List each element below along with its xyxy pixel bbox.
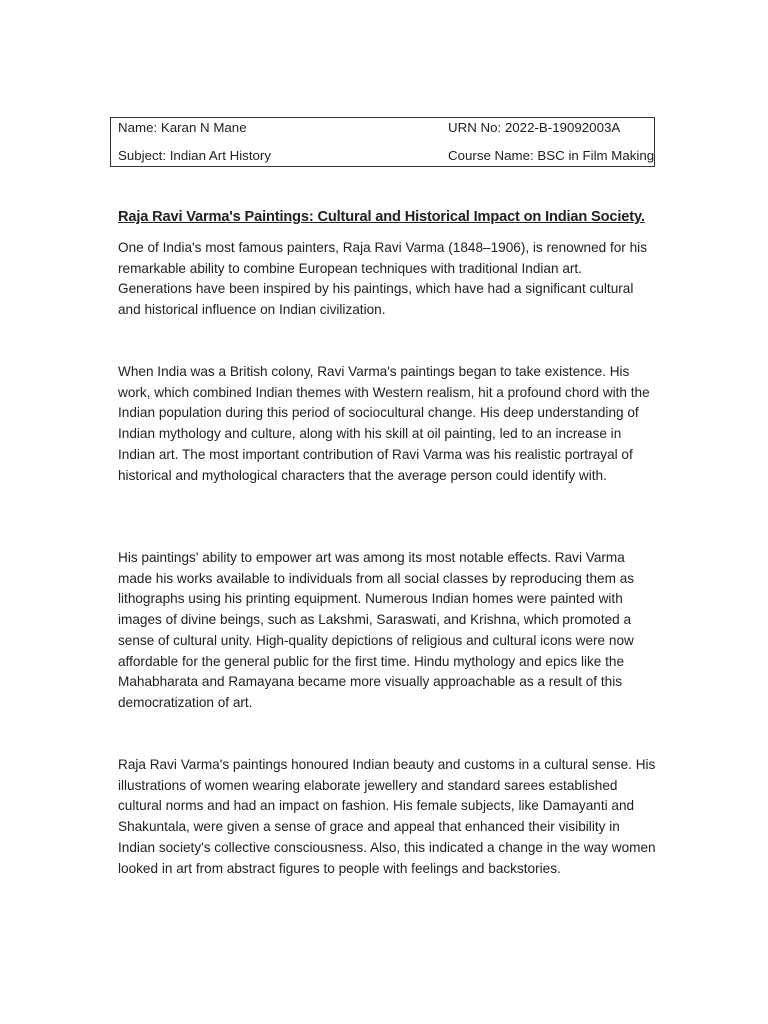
paragraph-cultural-beauty: Raja Ravi Varma's paintings honoured Indian beauty and customs in a cultural sense. His illustrations of women wearing elaborate jewellery and standard sarees established cultural norms and had an impact on fashion. His female subjects, like Damayanti and Shakuntala, were given a sense of grace and appeal that enhanced their visibility in Indian society's collective consciousness. Also, this indicated a change in the way women looked in art from abstract figures to people with feelings and backstories. <box>118 757 656 876</box>
document-title: Raja Ravi Varma's Paintings: Cultural and Historical Impact on Indian Society. <box>118 209 645 225</box>
course-name: Course Name: BSC in Film Making <box>448 148 655 163</box>
subject-label: Subject: Indian Art History <box>118 148 271 163</box>
student-name: Name: Karan N Mane <box>118 120 247 135</box>
urn-number: URN No: 2022-B-19092003A <box>448 120 621 135</box>
paragraph-lithographs: His paintings' ability to empower art was among its most notable effects. Ravi Varma made his works available to individuals from all social classes by reproducing them as lithographs using his printing equipment. Numerous Indian homes were painted with images of divine beings, such as Lakshmi, Saraswati, and Krishna, which promoted a sense of cultural unity. High-quality depictions of religious and cultural icons were now affordable for the general public for the first time. Hindu mythology and epics like the Mahabharata and Ramayana became more visually approachable as a result of this democratization of art. <box>118 550 635 710</box>
paragraph-colonial-context: When India was a British colony, Ravi Varma's paintings began to take existence. His work, which combined Indian themes with Western realism, hit a profound chord with the Indian population during this period of sociocultural change. His deep understanding of Indian mythology and culture, along with his skill at oil painting, led to an increase in Indian art. The most important contribution of Ravi Varma was his realistic portrayal of historical and mythological characters that the average person could identify with. <box>118 364 650 483</box>
student-info-box <box>110 117 655 167</box>
paragraph-intro: One of India's most famous painters, Raja Ravi Varma (1848–1906), is renowned for his remarkable ability to combine European techniques with traditional Indian art. Generations have been inspired by his paintings, which have had a significant cultural and historical influence on Indian civilization. <box>118 240 647 318</box>
